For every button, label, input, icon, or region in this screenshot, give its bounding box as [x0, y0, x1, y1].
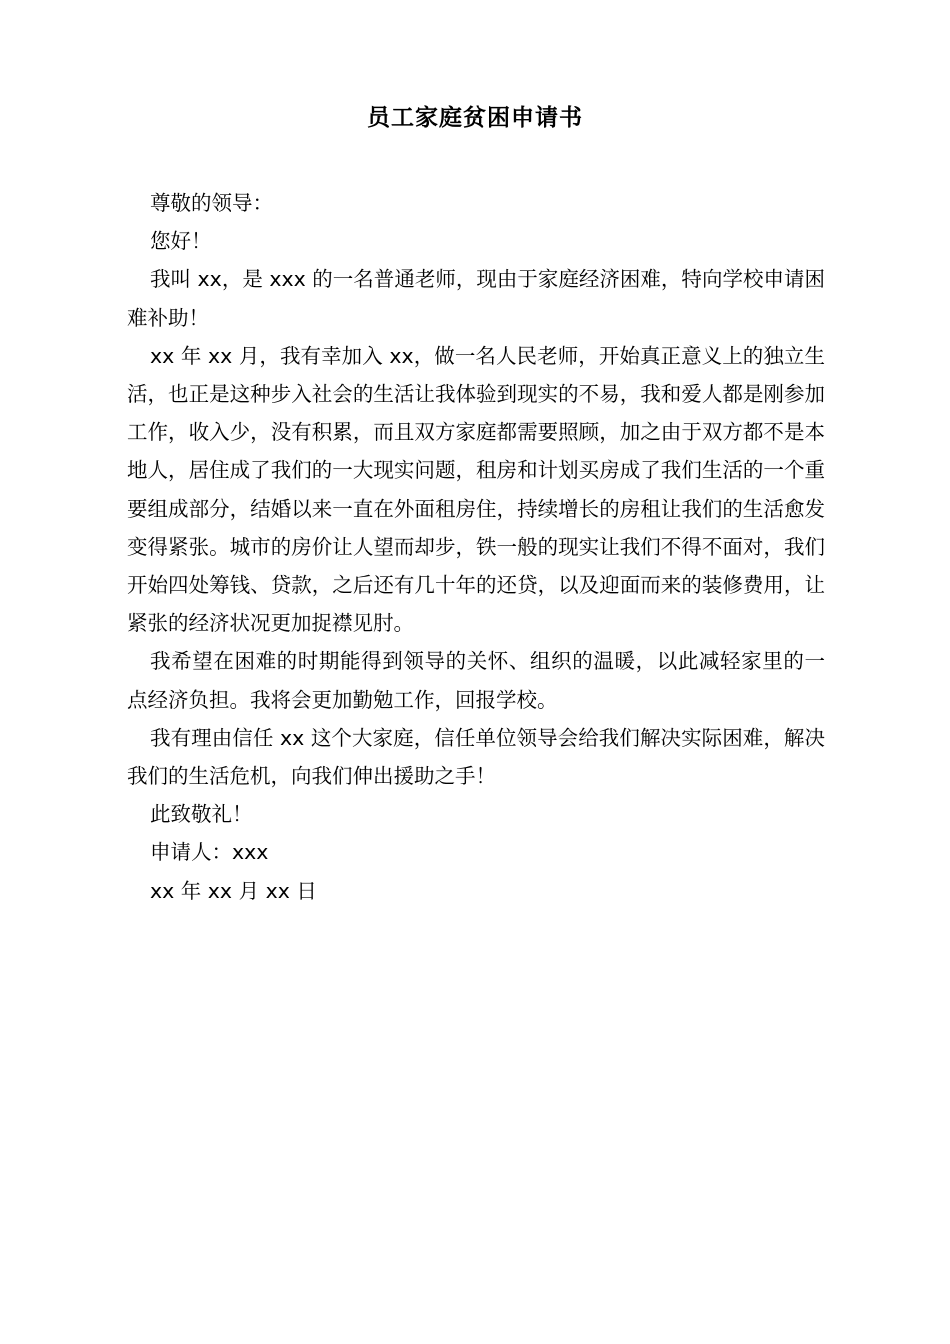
document-body: [127, 184, 825, 910]
document-date: xx 年 xx 月 xx 日: [150, 878, 317, 903]
greeting: 您好！: [150, 229, 212, 254]
document-title: 员工家庭贫困申请书: [367, 105, 583, 131]
body-paragraph-trust: 我有理由信任 xx 这个大家庭，信任单位领导会给我们解决实际困难，解决我们的生活危机，向我们伸出援助之手！: [127, 725, 825, 789]
salutation: 尊敬的领导：: [150, 191, 273, 215]
body-paragraph-background: xx 年 xx 月，我有幸加入 xx，做一名人民老师，开始真正意义上的独立生活，也正是这种步入社会的生活让我体验到现实的不易，我和爱人都是刚参加工作，收入少，没有积累，而且双方家庭都需要照顾，加之由于双方都不是本地人，居住成了我们的一大现实问题，租房和计划买房成了我们生活的一个重要组成部分，结婚以来一直在外面租房住，持续增长的房租让我们的生活愈发变得紧张。城市的房价让人望而却步，铁一般的现实让我们不得不面对，我们开始四处筹钱、贷款，之后还有几十年的还贷，以及迎面而来的装修费用，让紧张的经济状况更加捉襟见肘。: [127, 343, 825, 636]
body-paragraph-hope: 我希望在困难的时期能得到领导的关怀、组织的温暖，以此减轻家里的一点经济负担。我将会更加勤勉工作，回报学校。: [127, 649, 825, 712]
closing: 此致敬礼！: [150, 802, 253, 827]
applicant-signature: 申请人：xxx: [150, 840, 269, 865]
body-paragraph-intro: 我叫 xx，是 xxx 的一名普通老师，现由于家庭经济困难，特向学校申请困难补助！: [127, 267, 825, 330]
